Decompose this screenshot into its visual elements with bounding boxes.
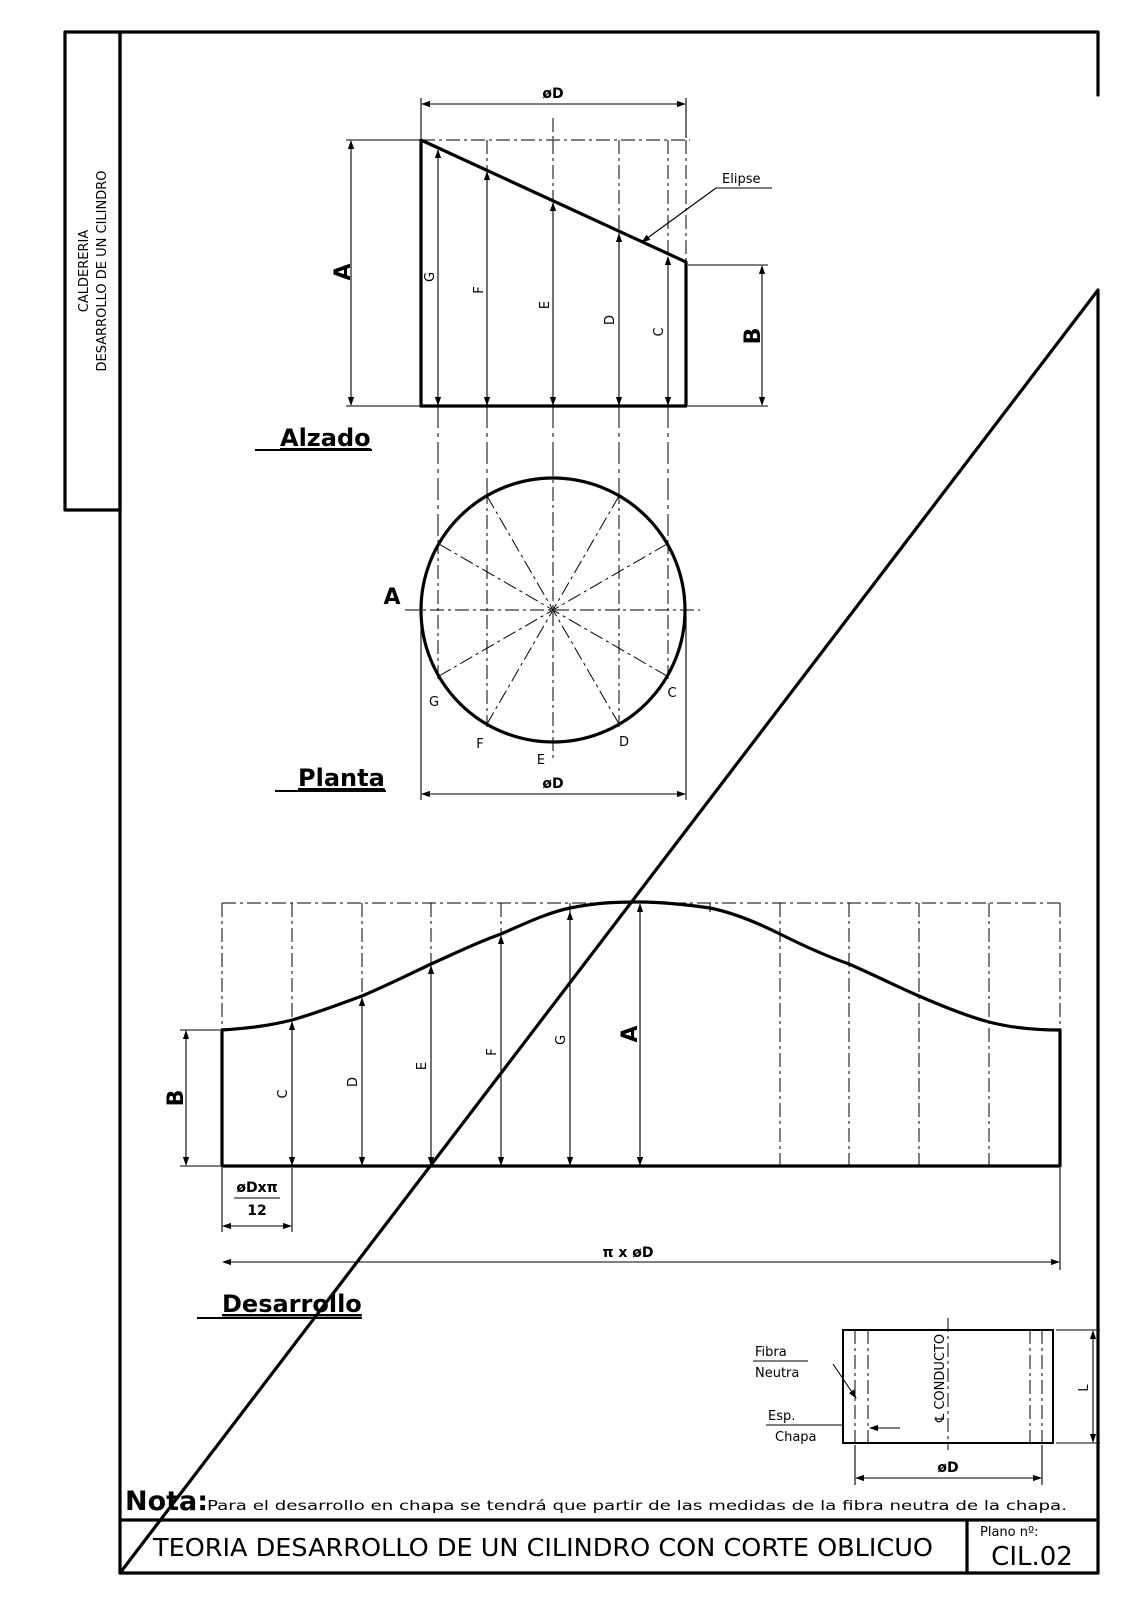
planta-diameter-label: øD	[542, 776, 564, 792]
step-numerator: øDxπ	[236, 1180, 278, 1196]
desarrollo-label-e: E	[415, 1061, 430, 1071]
alzado-label-e: E	[538, 300, 553, 310]
plano-number: CIL.02	[991, 1542, 1073, 1572]
alzado-diameter-label: øD	[542, 86, 564, 102]
note	[125, 1486, 1067, 1517]
detail-diameter-label: øD	[937, 1460, 959, 1476]
esp-label: Esp.	[768, 1409, 796, 1424]
planta-point-e: E	[536, 753, 546, 768]
drawing-title: TEORIA DESARROLLO DE UN CILINDRO CON CORTE OBLICUO	[151, 1533, 933, 1562]
planta-point-g: G	[428, 695, 440, 710]
chapa-label: Chapa	[775, 1430, 817, 1445]
step-denominator: 12	[247, 1203, 267, 1219]
planta-point-f: F	[476, 737, 484, 752]
planta-view	[275, 462, 700, 800]
alzado-view	[255, 86, 772, 452]
alzado-label-c: C	[652, 327, 667, 337]
planta-point-d: D	[618, 735, 630, 750]
alzado-label-g: G	[423, 271, 438, 283]
note-text: Para el desarrollo en chapa se tendrá que partir de las medidas de la fibra neutra de la chapa.	[207, 1498, 1067, 1514]
conducto-label: ℄ CONDUCTO	[933, 1333, 948, 1423]
title-block	[120, 1520, 1098, 1573]
alzado-title: Alzado	[280, 424, 371, 452]
desarrollo-label-g: G	[554, 1034, 569, 1046]
desarrollo-view	[164, 902, 1060, 1318]
side-title-line-1: CALDERERIA	[77, 229, 92, 313]
fibra-label: Fibra	[755, 1345, 787, 1360]
planta-point-a: A	[383, 585, 401, 610]
ellipse-label: Elipse	[722, 172, 761, 187]
alzado-height-a: A	[331, 263, 356, 281]
length-l-label: L	[1077, 1384, 1092, 1392]
alzado-label-d: D	[603, 314, 618, 326]
desarrollo-height-a: A	[618, 1025, 643, 1043]
planta-title: Planta	[298, 764, 385, 792]
desarrollo-label-f: F	[485, 1048, 500, 1056]
neutra-label: Neutra	[755, 1366, 800, 1381]
alzado-label-f: F	[472, 286, 487, 294]
desarrollo-title: Desarrollo	[222, 1290, 362, 1318]
planta-point-c: C	[667, 686, 677, 701]
plano-label: Plano nº:	[980, 1525, 1039, 1540]
note-heading: Nota:	[125, 1486, 209, 1517]
alzado-height-b: B	[741, 327, 766, 345]
side-title-line-2: DESARROLLO DE UN CILINDRO	[95, 170, 110, 372]
wall-detail	[753, 1318, 1100, 1485]
desarrollo-height-b: B	[164, 1089, 189, 1107]
side-title-block	[77, 170, 110, 371]
length-label: π x øD	[602, 1245, 654, 1261]
desarrollo-label-c: C	[276, 1089, 291, 1099]
desarrollo-label-d: D	[346, 1076, 361, 1088]
